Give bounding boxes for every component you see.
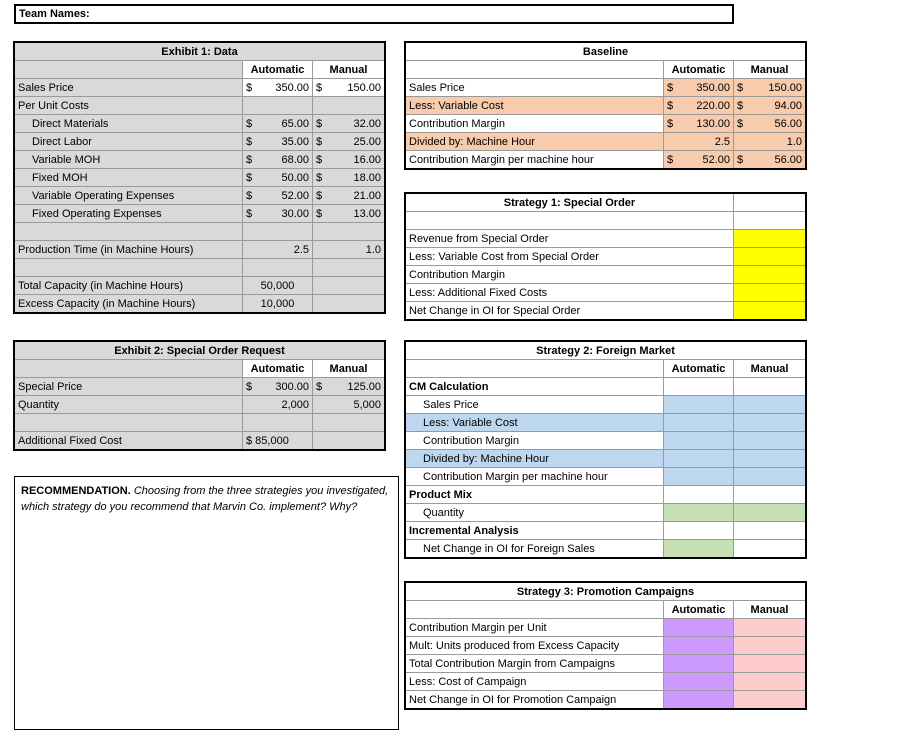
row-label: Direct Labor bbox=[15, 133, 243, 151]
value-cell: 52.00 bbox=[281, 189, 309, 202]
value-cell: 30.00 bbox=[281, 207, 309, 220]
exhibit-1-title: Exhibit 1: Data bbox=[15, 43, 385, 61]
row-label: Net Change in OI for Foreign Sales bbox=[406, 540, 664, 558]
answer-cell[interactable] bbox=[734, 266, 806, 284]
table-row bbox=[406, 540, 806, 558]
table-row: Variable Operating Expenses $ 52.00 $ 21.00 bbox=[15, 187, 385, 205]
table-row bbox=[406, 619, 806, 637]
value-cell: 50.00 bbox=[281, 171, 309, 184]
table-row: Sales Price $ 350.00 $ 150.00 bbox=[15, 79, 385, 97]
table-row bbox=[406, 673, 806, 691]
table-row bbox=[406, 396, 806, 414]
row-label: Sales Price bbox=[15, 79, 243, 97]
ex1-col-manual: Manual bbox=[313, 61, 385, 79]
table-row: Contribution Margin per machine hour $ 52.00 $ 56.00 bbox=[406, 151, 806, 169]
value-cell: 2,000 bbox=[243, 396, 313, 414]
row-label: Less: Variable Cost bbox=[406, 97, 664, 115]
row-label: Divided by: Machine Hour bbox=[406, 133, 664, 151]
ex2-col-manual: Manual bbox=[313, 360, 385, 378]
value-cell: 2.5 bbox=[243, 241, 313, 259]
answer-cell[interactable] bbox=[734, 248, 806, 266]
value-cell: 150.00 bbox=[768, 81, 803, 94]
s2-col-manual: Manual bbox=[734, 360, 806, 378]
table-row bbox=[406, 637, 806, 655]
answer-cell[interactable] bbox=[734, 673, 806, 691]
answer-cell[interactable] bbox=[664, 468, 734, 486]
value-cell: 16.00 bbox=[353, 153, 382, 166]
table-row bbox=[406, 655, 806, 673]
s2-col-automatic: Automatic bbox=[664, 360, 734, 378]
row-label: Total Contribution Margin from Campaigns bbox=[406, 655, 664, 673]
answer-cell[interactable] bbox=[734, 284, 806, 302]
table-row: Contribution Margin $ 130.00 $ 56.00 bbox=[406, 115, 806, 133]
cm-calculation-heading: CM Calculation bbox=[406, 378, 664, 396]
answer-cell[interactable] bbox=[664, 450, 734, 468]
row-label: Divided by: Machine Hour bbox=[406, 450, 664, 468]
recommendation-heading: RECOMMENDATION. bbox=[21, 485, 131, 497]
baseline-title: Baseline bbox=[406, 43, 806, 61]
exhibit-1-table bbox=[14, 42, 385, 313]
table-row: Direct Labor $ 35.00 $ 25.00 bbox=[15, 133, 385, 151]
row-label: Mult: Units produced from Excess Capacity bbox=[406, 637, 664, 655]
table-row bbox=[406, 133, 806, 151]
exhibit-2-title: Exhibit 2: Special Order Request bbox=[15, 342, 385, 360]
answer-cell[interactable] bbox=[664, 504, 734, 522]
recommendation-prompt: Choosing from the three strategies you investigated, which strategy do you recommend that Marvin Co. implement? Why? bbox=[21, 485, 389, 513]
row-label: Contribution Margin per machine hour bbox=[406, 468, 664, 486]
value-cell: $ 85,000 bbox=[243, 432, 313, 450]
value-cell: 56.00 bbox=[774, 117, 803, 130]
table-row bbox=[406, 248, 806, 266]
row-label: Fixed MOH bbox=[15, 169, 243, 187]
incremental-analysis-heading: Incremental Analysis bbox=[406, 522, 664, 540]
table-row bbox=[406, 230, 806, 248]
ex2-col-automatic: Automatic bbox=[243, 360, 313, 378]
value-cell: 1.0 bbox=[734, 133, 806, 151]
answer-cell[interactable] bbox=[734, 450, 806, 468]
row-label: Total Capacity (in Machine Hours) bbox=[15, 277, 243, 295]
exhibit-2-table bbox=[14, 341, 385, 450]
value-cell: 10,000 bbox=[243, 295, 313, 313]
table-row bbox=[15, 295, 385, 313]
row-label: Production Time (in Machine Hours) bbox=[15, 241, 243, 259]
answer-cell[interactable] bbox=[664, 414, 734, 432]
answer-cell[interactable] bbox=[734, 691, 806, 709]
value-cell: 52.00 bbox=[702, 153, 730, 166]
value-cell: 68.00 bbox=[281, 153, 309, 166]
value-cell: 56.00 bbox=[774, 153, 803, 166]
product-mix-heading: Product Mix bbox=[406, 486, 664, 504]
answer-cell[interactable] bbox=[734, 414, 806, 432]
answer-cell[interactable] bbox=[664, 637, 734, 655]
value-cell: 130.00 bbox=[696, 117, 730, 130]
answer-cell[interactable] bbox=[734, 504, 806, 522]
value-cell: 300.00 bbox=[275, 380, 309, 393]
row-label: Net Change in OI for Promotion Campaign bbox=[406, 691, 664, 709]
answer-cell[interactable] bbox=[734, 637, 806, 655]
row-label: Excess Capacity (in Machine Hours) bbox=[15, 295, 243, 313]
answer-cell[interactable] bbox=[664, 655, 734, 673]
baseline-table bbox=[405, 42, 806, 169]
value-cell: 125.00 bbox=[347, 380, 381, 393]
strategy-1-table bbox=[405, 193, 806, 320]
value-cell: 350.00 bbox=[696, 81, 730, 94]
ex1-col-automatic: Automatic bbox=[243, 61, 313, 79]
row-label: Contribution Margin per Unit bbox=[406, 619, 664, 637]
value-cell: 21.00 bbox=[353, 189, 382, 202]
recommendation-box[interactable] bbox=[14, 476, 399, 730]
row-label: Less: Variable Cost bbox=[406, 414, 664, 432]
baseline-col-automatic: Automatic bbox=[664, 61, 734, 79]
table-row bbox=[406, 266, 806, 284]
answer-cell[interactable] bbox=[664, 540, 734, 558]
row-label: Revenue from Special Order bbox=[406, 230, 734, 248]
value-cell: 5,000 bbox=[313, 396, 385, 414]
table-row bbox=[406, 468, 806, 486]
row-label: Fixed Operating Expenses bbox=[15, 205, 243, 223]
table-row bbox=[406, 691, 806, 709]
s3-col-automatic: Automatic bbox=[664, 601, 734, 619]
value-cell: 350.00 bbox=[275, 81, 309, 94]
answer-cell[interactable] bbox=[734, 619, 806, 637]
row-label: Contribution Margin per machine hour bbox=[406, 151, 664, 169]
row-label: Per Unit Costs bbox=[15, 97, 243, 115]
table-row bbox=[406, 414, 806, 432]
s3-col-manual: Manual bbox=[734, 601, 806, 619]
row-label: Additional Fixed Cost bbox=[15, 432, 243, 450]
team-names-label: Team Names: bbox=[19, 8, 90, 20]
team-names-field[interactable] bbox=[14, 4, 734, 24]
table-row: Direct Materials $ 65.00 $ 32.00 bbox=[15, 115, 385, 133]
table-row bbox=[406, 450, 806, 468]
value-cell: 35.00 bbox=[281, 135, 309, 148]
strategy-3-table bbox=[405, 582, 806, 709]
row-label: Sales Price bbox=[406, 396, 664, 414]
value-cell: 50,000 bbox=[243, 277, 313, 295]
row-label: Net Change in OI for Special Order bbox=[406, 302, 734, 320]
answer-cell[interactable] bbox=[734, 396, 806, 414]
row-label: Quantity bbox=[15, 396, 243, 414]
table-row bbox=[15, 432, 385, 450]
table-row: Fixed MOH $ 50.00 $ 18.00 bbox=[15, 169, 385, 187]
strategy-2-table bbox=[405, 341, 806, 558]
table-row: Sales Price $ 350.00 $ 150.00 bbox=[406, 79, 806, 97]
row-label: Less: Variable Cost from Special Order bbox=[406, 248, 734, 266]
row-label: Sales Price bbox=[406, 79, 664, 97]
value-cell: 220.00 bbox=[696, 99, 730, 112]
row-label: Contribution Margin bbox=[406, 115, 664, 133]
value-cell: 2.5 bbox=[664, 133, 734, 151]
answer-cell[interactable] bbox=[664, 396, 734, 414]
row-label: Contribution Margin bbox=[406, 266, 734, 284]
row-label: Variable Operating Expenses bbox=[15, 187, 243, 205]
table-row: Special Price $ 300.00 $ 125.00 bbox=[15, 378, 385, 396]
row-label: Quantity bbox=[406, 504, 664, 522]
value-cell: 13.00 bbox=[353, 207, 382, 220]
baseline-col-manual: Manual bbox=[734, 61, 806, 79]
answer-cell[interactable] bbox=[734, 302, 806, 320]
row-label: Less: Cost of Campaign bbox=[406, 673, 664, 691]
value-cell: 18.00 bbox=[353, 171, 382, 184]
answer-cell[interactable] bbox=[664, 691, 734, 709]
value-cell: 150.00 bbox=[347, 81, 382, 94]
table-row bbox=[406, 302, 806, 320]
strategy-1-title: Strategy 1: Special Order bbox=[406, 194, 734, 212]
table-row: Less: Variable Cost $ 220.00 $ 94.00 bbox=[406, 97, 806, 115]
table-row bbox=[15, 277, 385, 295]
value-cell: 1.0 bbox=[313, 241, 385, 259]
row-label: Special Price bbox=[15, 378, 243, 396]
table-row bbox=[15, 241, 385, 259]
value-cell: 94.00 bbox=[774, 99, 803, 112]
table-row bbox=[15, 396, 385, 414]
answer-cell[interactable] bbox=[664, 432, 734, 450]
table-row bbox=[406, 504, 806, 522]
answer-cell[interactable] bbox=[734, 432, 806, 450]
table-row bbox=[406, 284, 806, 302]
row-label: Contribution Margin bbox=[406, 432, 664, 450]
answer-cell[interactable] bbox=[734, 230, 806, 248]
row-label: Variable MOH bbox=[15, 151, 243, 169]
table-row bbox=[406, 432, 806, 450]
answer-cell[interactable] bbox=[734, 655, 806, 673]
table-row bbox=[15, 97, 385, 115]
strategy-2-title: Strategy 2: Foreign Market bbox=[406, 342, 806, 360]
value-cell: 65.00 bbox=[281, 117, 309, 130]
answer-cell[interactable] bbox=[664, 619, 734, 637]
table-row: Variable MOH $ 68.00 $ 16.00 bbox=[15, 151, 385, 169]
row-label: Less: Additional Fixed Costs bbox=[406, 284, 734, 302]
answer-cell[interactable] bbox=[734, 468, 806, 486]
value-cell: 32.00 bbox=[353, 117, 382, 130]
table-row: Fixed Operating Expenses $ 30.00 $ 13.00 bbox=[15, 205, 385, 223]
strategy-3-title: Strategy 3: Promotion Campaigns bbox=[406, 583, 806, 601]
value-cell: 25.00 bbox=[353, 135, 382, 148]
row-label: Direct Materials bbox=[15, 115, 243, 133]
answer-cell[interactable] bbox=[664, 673, 734, 691]
